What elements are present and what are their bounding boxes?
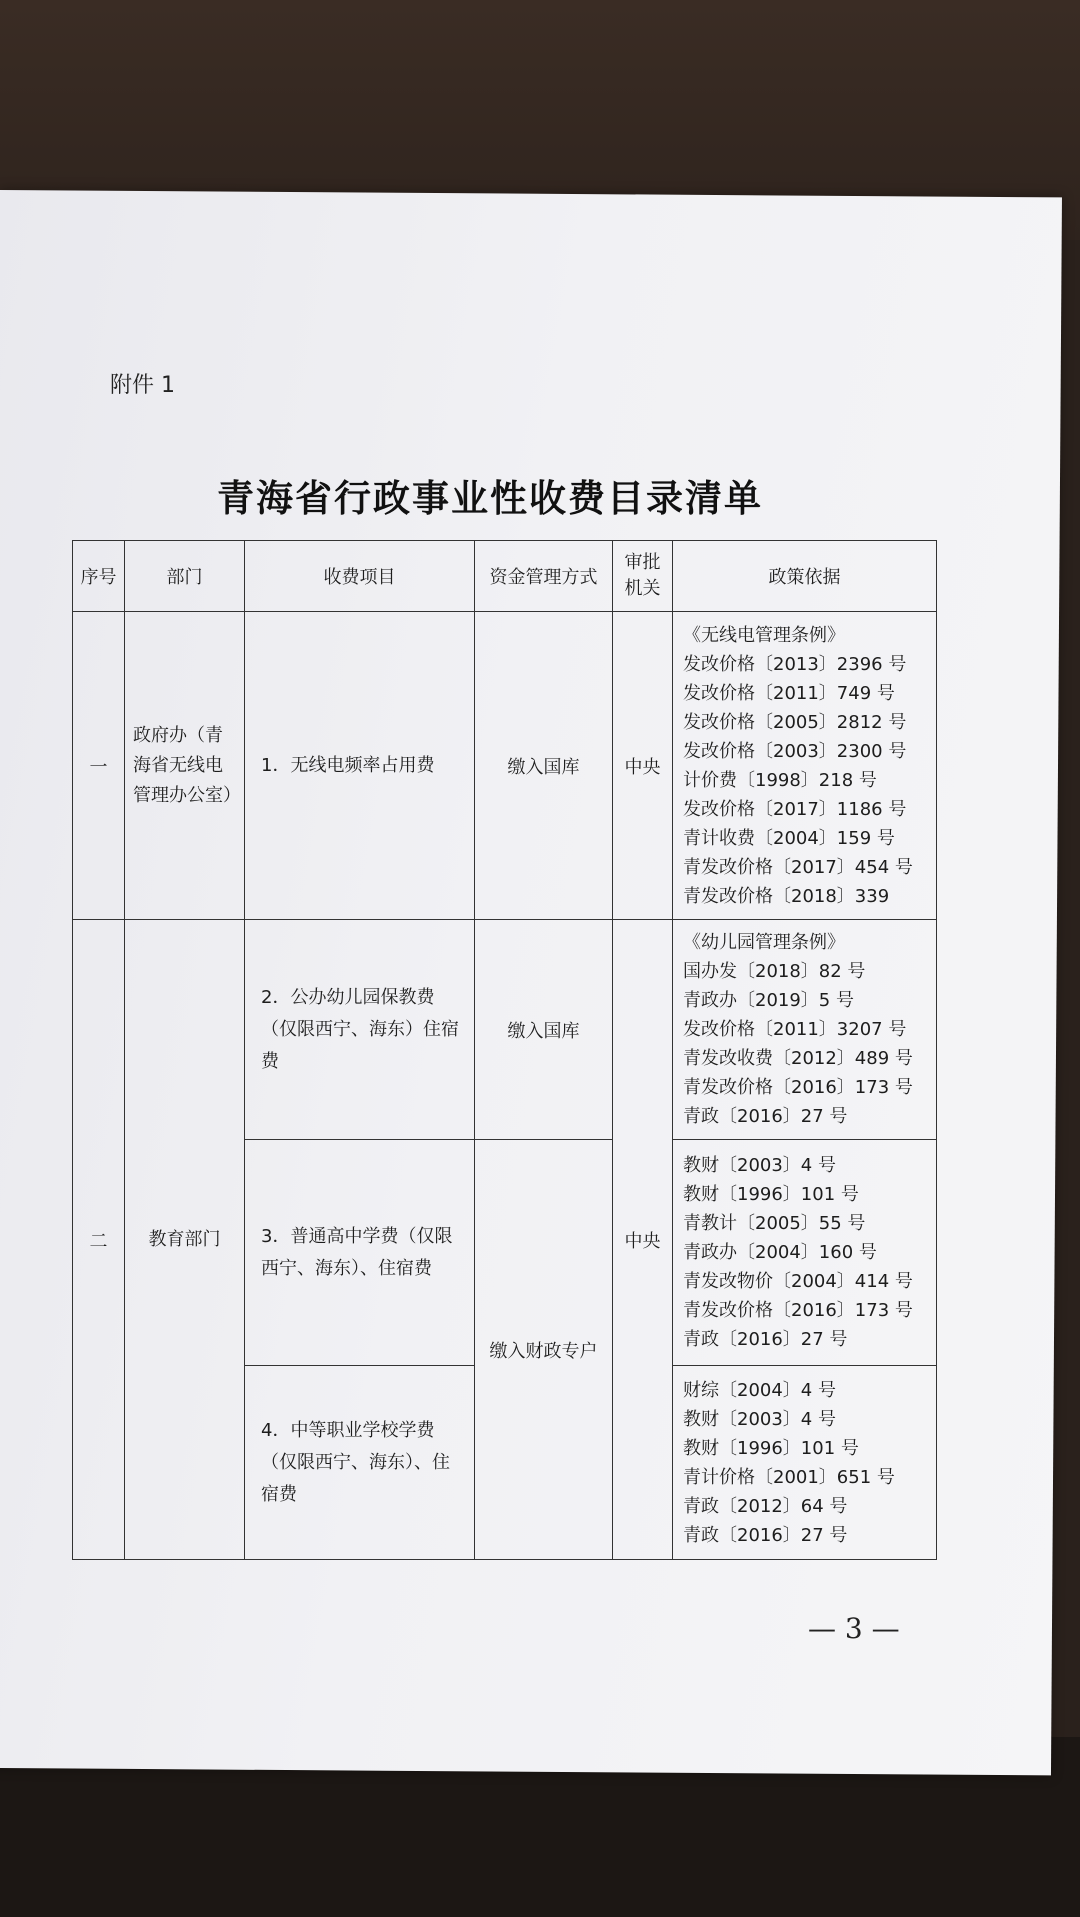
item-cell: 4．中等职业学校学费（仅限西宁、海东）、住宿费 bbox=[245, 1366, 475, 1560]
table-header-row bbox=[73, 541, 937, 612]
attachment-label: 附件 1 bbox=[110, 373, 175, 398]
policy-item: 青政办〔2019〕5 号 bbox=[683, 990, 854, 1011]
header-auth: 审批机关 bbox=[613, 541, 673, 612]
fee-catalog-table bbox=[72, 540, 937, 1560]
seq-cell: 一 bbox=[73, 612, 125, 920]
item-cell: 3．普通高中学费（仅限西宁、海东）、住宿费 bbox=[245, 1140, 475, 1366]
policy-cell bbox=[673, 920, 937, 1140]
policy-item: 发改价格〔2017〕1186 号 bbox=[683, 798, 907, 820]
table-row bbox=[73, 612, 937, 920]
page-number: — 3 — bbox=[808, 1612, 900, 1645]
header-fund: 资金管理方式 bbox=[475, 541, 613, 612]
seq-cell: 二 bbox=[73, 920, 125, 1560]
policy-item: 财综〔2004〕4 号 bbox=[683, 1379, 836, 1401]
item-cell: 2．公办幼儿园保教费（仅限西宁、海东）住宿费 bbox=[245, 920, 475, 1140]
policy-item: 发改价格〔2003〕2300 号 bbox=[683, 740, 907, 762]
policy-item: 发改价格〔2011〕3207 号 bbox=[683, 1019, 907, 1040]
header-seq: 序号 bbox=[73, 541, 125, 612]
policy-item: 发改价格〔2011〕749 号 bbox=[683, 682, 895, 704]
policy-item: 青政〔2016〕27 号 bbox=[683, 1524, 848, 1546]
policy-item: 青发改价格〔2016〕173 号 bbox=[683, 1300, 913, 1321]
policy-item: 教财〔2003〕4 号 bbox=[683, 1155, 836, 1176]
policy-item: 青发改价格〔2017〕454 号 bbox=[683, 856, 913, 878]
policy-item: 青发改价格〔2018〕339 bbox=[683, 885, 890, 907]
policy-item: 青发改价格〔2016〕173 号 bbox=[683, 1077, 913, 1098]
policy-cell bbox=[673, 1140, 937, 1366]
policy-item: 青发改物价〔2004〕414 号 bbox=[683, 1271, 913, 1292]
policy-item: 青政〔2016〕27 号 bbox=[683, 1106, 848, 1127]
policy-item: 发改价格〔2013〕2396 号 bbox=[683, 653, 907, 675]
fund-cell: 缴入国库 bbox=[475, 920, 613, 1140]
header-dept: 部门 bbox=[125, 541, 245, 612]
policy-item: 青政办〔2004〕160 号 bbox=[683, 1242, 877, 1263]
auth-cell: 中央 bbox=[613, 612, 673, 920]
policy-item: 教财〔2003〕4 号 bbox=[683, 1408, 836, 1430]
policy-item: 教财〔1996〕101 号 bbox=[683, 1184, 859, 1205]
policy-item: 《幼儿园管理条例》 bbox=[683, 932, 845, 953]
policy-item: 青政〔2016〕27 号 bbox=[683, 1329, 848, 1350]
policy-item: 青计收费〔2004〕159 号 bbox=[683, 827, 895, 849]
table-row bbox=[73, 920, 937, 1140]
policy-cell bbox=[673, 1366, 937, 1560]
auth-cell: 中央 bbox=[613, 920, 673, 1560]
policy-item: 教财〔1996〕101 号 bbox=[683, 1437, 859, 1459]
fund-cell: 缴入国库 bbox=[475, 612, 613, 920]
dept-cell: 教育部门 bbox=[125, 920, 245, 1560]
document-title: 青海省行政事业性收费目录清单 bbox=[217, 477, 763, 520]
policy-item: 青计价格〔2001〕651 号 bbox=[683, 1466, 895, 1488]
header-item: 收费项目 bbox=[245, 541, 475, 612]
dept-cell: 政府办（青海省无线电管理办公室） bbox=[125, 612, 245, 920]
policy-item: 国办发〔2018〕82 号 bbox=[683, 961, 866, 982]
policy-item: 青发改收费〔2012〕489 号 bbox=[683, 1048, 913, 1069]
policy-item: 计价费〔1998〕218 号 bbox=[683, 769, 877, 791]
fund-cell: 缴入财政专户 bbox=[475, 1140, 613, 1560]
policy-item: 《无线电管理条例》 bbox=[683, 624, 845, 646]
policy-cell bbox=[673, 612, 937, 920]
policy-item: 青政〔2012〕64 号 bbox=[683, 1495, 848, 1517]
header-policy: 政策依据 bbox=[673, 541, 937, 612]
policy-item: 发改价格〔2005〕2812 号 bbox=[683, 711, 907, 733]
policy-item: 青教计〔2005〕55 号 bbox=[683, 1213, 866, 1234]
item-cell: 1．无线电频率占用费 bbox=[245, 612, 475, 920]
